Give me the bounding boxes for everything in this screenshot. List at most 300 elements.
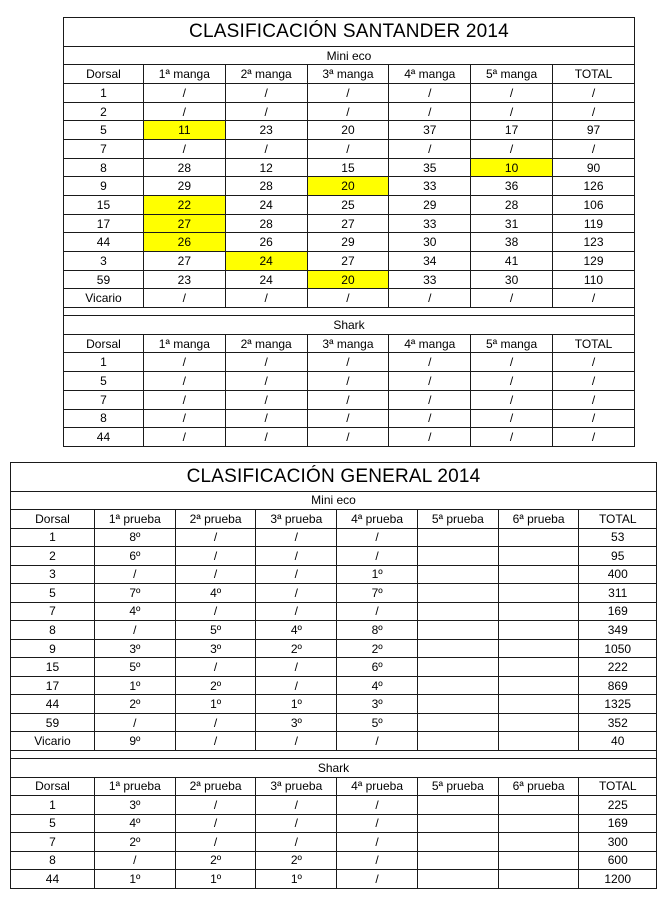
- score-cell: 29: [307, 233, 389, 252]
- general-table: [10, 462, 657, 889]
- score-cell: /: [175, 602, 256, 621]
- score-cell: /: [389, 372, 471, 391]
- general-mini-eco-header: 4ª prueba: [337, 510, 418, 529]
- total-cell: 129: [553, 252, 635, 271]
- score-cell: [417, 851, 498, 870]
- santander-mini-eco-header: Dorsal: [64, 65, 144, 84]
- score-cell: /: [256, 565, 337, 584]
- santander-shark-header: Dorsal: [64, 334, 144, 353]
- total-cell: 869: [579, 676, 657, 695]
- dorsal-cell: 59: [64, 270, 144, 289]
- score-cell: [498, 565, 579, 584]
- table-row: [64, 84, 635, 103]
- score-cell: [417, 639, 498, 658]
- table-row: [64, 102, 635, 121]
- score-cell: 28: [143, 158, 225, 177]
- score-cell: 27: [143, 214, 225, 233]
- score-cell: 28: [225, 214, 307, 233]
- total-cell: 352: [579, 713, 657, 732]
- total-cell: 110: [553, 270, 635, 289]
- dorsal-cell: 5: [11, 814, 95, 833]
- score-cell: /: [307, 372, 389, 391]
- table-row: [64, 270, 635, 289]
- table-row: [11, 621, 657, 640]
- santander-mini-eco-header: 4ª manga: [389, 65, 471, 84]
- total-cell: /: [553, 102, 635, 121]
- dorsal-cell: 8: [11, 621, 95, 640]
- table-row: [11, 695, 657, 714]
- table-row: [64, 158, 635, 177]
- score-cell: [417, 528, 498, 547]
- score-cell: 4º: [337, 676, 418, 695]
- table-row: [64, 214, 635, 233]
- score-cell: 26: [225, 233, 307, 252]
- score-cell: /: [256, 584, 337, 603]
- dorsal-cell: Vicario: [11, 732, 95, 751]
- dorsal-cell: 7: [11, 833, 95, 852]
- score-cell: 1º: [337, 565, 418, 584]
- dorsal-cell: 8: [11, 851, 95, 870]
- score-cell: /: [225, 140, 307, 159]
- score-cell: /: [225, 428, 307, 447]
- score-cell: 33: [389, 214, 471, 233]
- santander-mini-eco-header: 1ª manga: [143, 65, 225, 84]
- score-cell: /: [143, 140, 225, 159]
- score-cell: /: [389, 390, 471, 409]
- santander-shark-header: 1ª manga: [143, 334, 225, 353]
- table-row: [64, 409, 635, 428]
- score-cell: /: [94, 713, 175, 732]
- score-cell: 38: [471, 233, 553, 252]
- score-cell: /: [256, 796, 337, 815]
- score-cell: /: [225, 353, 307, 372]
- total-cell: /: [553, 140, 635, 159]
- dorsal-cell: 5: [64, 121, 144, 140]
- score-cell: [498, 639, 579, 658]
- score-cell: /: [337, 732, 418, 751]
- score-cell: /: [307, 140, 389, 159]
- score-cell: /: [337, 814, 418, 833]
- score-cell: 10: [471, 158, 553, 177]
- score-cell: /: [175, 833, 256, 852]
- score-cell: /: [256, 676, 337, 695]
- dorsal-cell: 59: [11, 713, 95, 732]
- score-cell: [417, 584, 498, 603]
- general-shark-header: 1ª prueba: [94, 777, 175, 796]
- total-cell: /: [553, 289, 635, 308]
- total-cell: 90: [553, 158, 635, 177]
- score-cell: 22: [143, 196, 225, 215]
- score-cell: 6º: [94, 547, 175, 566]
- dorsal-cell: 17: [11, 676, 95, 695]
- score-cell: [498, 602, 579, 621]
- score-cell: 15: [307, 158, 389, 177]
- score-cell: 1º: [175, 695, 256, 714]
- score-cell: [498, 833, 579, 852]
- table-row: [11, 639, 657, 658]
- score-cell: /: [307, 102, 389, 121]
- dorsal-cell: 44: [64, 233, 144, 252]
- score-cell: 1º: [175, 870, 256, 889]
- score-cell: /: [225, 102, 307, 121]
- table-row: [11, 851, 657, 870]
- santander-mini-eco-header: 2ª manga: [225, 65, 307, 84]
- score-cell: [498, 547, 579, 566]
- score-cell: /: [307, 289, 389, 308]
- score-cell: 8º: [337, 621, 418, 640]
- score-cell: 17: [471, 121, 553, 140]
- table-row: [11, 602, 657, 621]
- score-cell: /: [389, 409, 471, 428]
- score-cell: [417, 796, 498, 815]
- score-cell: /: [471, 428, 553, 447]
- score-cell: /: [337, 796, 418, 815]
- table-row: [11, 796, 657, 815]
- total-cell: 40: [579, 732, 657, 751]
- score-cell: [417, 658, 498, 677]
- score-cell: 4º: [175, 584, 256, 603]
- score-cell: 20: [307, 121, 389, 140]
- score-cell: 2º: [337, 639, 418, 658]
- score-cell: 4º: [94, 814, 175, 833]
- total-cell: /: [553, 372, 635, 391]
- score-cell: /: [143, 428, 225, 447]
- total-cell: 349: [579, 621, 657, 640]
- score-cell: /: [337, 870, 418, 889]
- score-cell: 34: [389, 252, 471, 271]
- total-cell: /: [553, 390, 635, 409]
- score-cell: [498, 676, 579, 695]
- score-cell: /: [389, 84, 471, 103]
- score-cell: /: [471, 140, 553, 159]
- score-cell: 5º: [175, 621, 256, 640]
- dorsal-cell: 9: [11, 639, 95, 658]
- santander-mini-eco-header: 3ª manga: [307, 65, 389, 84]
- score-cell: 37: [389, 121, 471, 140]
- general-shark-header: 5ª prueba: [417, 777, 498, 796]
- table-row: [64, 372, 635, 391]
- score-cell: /: [256, 732, 337, 751]
- score-cell: 2º: [94, 833, 175, 852]
- score-cell: 2º: [94, 695, 175, 714]
- score-cell: 3º: [256, 713, 337, 732]
- dorsal-cell: 8: [64, 409, 144, 428]
- score-cell: [498, 695, 579, 714]
- general-mini-eco-header: Dorsal: [11, 510, 95, 529]
- general-shark-section-label: Shark: [11, 758, 657, 777]
- score-cell: 20: [307, 270, 389, 289]
- score-cell: 29: [143, 177, 225, 196]
- score-cell: /: [389, 353, 471, 372]
- score-cell: /: [307, 428, 389, 447]
- total-cell: /: [553, 84, 635, 103]
- score-cell: /: [94, 621, 175, 640]
- table-row: [11, 713, 657, 732]
- total-cell: 1050: [579, 639, 657, 658]
- score-cell: [498, 732, 579, 751]
- score-cell: /: [256, 833, 337, 852]
- score-cell: /: [256, 547, 337, 566]
- total-cell: 97: [553, 121, 635, 140]
- score-cell: /: [471, 372, 553, 391]
- dorsal-cell: 7: [11, 602, 95, 621]
- score-cell: /: [256, 814, 337, 833]
- table-row: [11, 565, 657, 584]
- score-cell: /: [143, 289, 225, 308]
- score-cell: 4º: [94, 602, 175, 621]
- score-cell: 41: [471, 252, 553, 271]
- score-cell: [417, 833, 498, 852]
- table-row: [11, 547, 657, 566]
- santander-mini-eco-section-label: Mini eco: [64, 46, 635, 65]
- score-cell: /: [337, 547, 418, 566]
- score-cell: /: [307, 390, 389, 409]
- score-cell: 7º: [94, 584, 175, 603]
- dorsal-cell: 1: [64, 353, 144, 372]
- score-cell: 2º: [256, 851, 337, 870]
- dorsal-cell: 44: [11, 870, 95, 889]
- total-cell: 1200: [579, 870, 657, 889]
- score-cell: /: [94, 565, 175, 584]
- score-cell: [498, 713, 579, 732]
- dorsal-cell: 2: [64, 102, 144, 121]
- score-cell: 2º: [256, 639, 337, 658]
- score-cell: 7º: [337, 584, 418, 603]
- score-cell: 6º: [337, 658, 418, 677]
- score-cell: [417, 547, 498, 566]
- table-row: [64, 390, 635, 409]
- score-cell: /: [389, 102, 471, 121]
- score-cell: /: [337, 851, 418, 870]
- general-section-gap: [11, 750, 657, 758]
- score-cell: 3º: [337, 695, 418, 714]
- score-cell: /: [471, 84, 553, 103]
- general-classification-sheet: [10, 462, 657, 889]
- score-cell: /: [143, 102, 225, 121]
- score-cell: [498, 814, 579, 833]
- score-cell: [498, 658, 579, 677]
- score-cell: [417, 676, 498, 695]
- total-cell: /: [553, 353, 635, 372]
- table-row: [11, 732, 657, 751]
- dorsal-cell: 1: [11, 528, 95, 547]
- score-cell: /: [389, 140, 471, 159]
- general-mini-eco-header: 6ª prueba: [498, 510, 579, 529]
- score-cell: 2º: [175, 676, 256, 695]
- table-row: [64, 196, 635, 215]
- santander-section-gap: [64, 308, 635, 316]
- total-cell: 126: [553, 177, 635, 196]
- general-shark-header: 4ª prueba: [337, 777, 418, 796]
- score-cell: 23: [225, 121, 307, 140]
- table-row: [64, 140, 635, 159]
- score-cell: /: [471, 390, 553, 409]
- score-cell: [417, 695, 498, 714]
- score-cell: 28: [471, 196, 553, 215]
- score-cell: /: [307, 84, 389, 103]
- score-cell: /: [225, 84, 307, 103]
- table-row: [64, 428, 635, 447]
- score-cell: 5º: [94, 658, 175, 677]
- score-cell: /: [175, 732, 256, 751]
- santander-shark-header: TOTAL: [553, 334, 635, 353]
- general-shark-header: 2ª prueba: [175, 777, 256, 796]
- score-cell: 33: [389, 270, 471, 289]
- score-cell: /: [225, 372, 307, 391]
- score-cell: 12: [225, 158, 307, 177]
- santander-table: [63, 17, 635, 447]
- score-cell: 1º: [94, 676, 175, 695]
- score-cell: [498, 796, 579, 815]
- score-cell: /: [94, 851, 175, 870]
- score-cell: /: [175, 528, 256, 547]
- score-cell: 36: [471, 177, 553, 196]
- score-cell: [498, 621, 579, 640]
- score-cell: /: [143, 409, 225, 428]
- score-cell: /: [143, 84, 225, 103]
- score-cell: [417, 565, 498, 584]
- santander-mini-eco-header: 5ª manga: [471, 65, 553, 84]
- score-cell: /: [225, 409, 307, 428]
- score-cell: /: [175, 814, 256, 833]
- total-cell: 123: [553, 233, 635, 252]
- score-cell: /: [337, 602, 418, 621]
- score-cell: /: [175, 713, 256, 732]
- score-cell: 5º: [337, 713, 418, 732]
- dorsal-cell: 7: [64, 140, 144, 159]
- score-cell: 20: [307, 177, 389, 196]
- score-cell: 1º: [94, 870, 175, 889]
- table-row: [11, 528, 657, 547]
- score-cell: /: [337, 833, 418, 852]
- score-cell: 30: [389, 233, 471, 252]
- score-cell: /: [175, 565, 256, 584]
- score-cell: /: [337, 528, 418, 547]
- santander-shark-header: 5ª manga: [471, 334, 553, 353]
- score-cell: 28: [225, 177, 307, 196]
- total-cell: 400: [579, 565, 657, 584]
- score-cell: /: [256, 602, 337, 621]
- score-cell: 24: [225, 252, 307, 271]
- score-cell: 27: [143, 252, 225, 271]
- total-cell: 311: [579, 584, 657, 603]
- table-row: [64, 353, 635, 372]
- dorsal-cell: 2: [11, 547, 95, 566]
- general-shark-header: 3ª prueba: [256, 777, 337, 796]
- score-cell: /: [175, 658, 256, 677]
- score-cell: 2º: [175, 851, 256, 870]
- total-cell: 300: [579, 833, 657, 852]
- score-cell: [498, 584, 579, 603]
- score-cell: /: [225, 390, 307, 409]
- score-cell: [417, 870, 498, 889]
- score-cell: 3º: [175, 639, 256, 658]
- score-cell: /: [225, 289, 307, 308]
- table-row: [11, 676, 657, 695]
- total-cell: 119: [553, 214, 635, 233]
- score-cell: 24: [225, 270, 307, 289]
- score-cell: 23: [143, 270, 225, 289]
- table-row: [11, 658, 657, 677]
- table-row: [11, 814, 657, 833]
- total-cell: 95: [579, 547, 657, 566]
- santander-shark-section-label: Shark: [64, 316, 635, 335]
- total-cell: 53: [579, 528, 657, 547]
- score-cell: [498, 851, 579, 870]
- score-cell: 24: [225, 196, 307, 215]
- score-cell: [417, 814, 498, 833]
- dorsal-cell: 5: [64, 372, 144, 391]
- score-cell: /: [471, 102, 553, 121]
- total-cell: 1325: [579, 695, 657, 714]
- table-row: [64, 233, 635, 252]
- score-cell: /: [471, 409, 553, 428]
- score-cell: 26: [143, 233, 225, 252]
- santander-classification-sheet: [63, 17, 635, 447]
- score-cell: 29: [389, 196, 471, 215]
- score-cell: [417, 602, 498, 621]
- score-cell: /: [389, 428, 471, 447]
- dorsal-cell: 1: [64, 84, 144, 103]
- score-cell: /: [471, 289, 553, 308]
- total-cell: /: [553, 409, 635, 428]
- score-cell: /: [256, 658, 337, 677]
- score-cell: /: [307, 353, 389, 372]
- santander-mini-eco-header: TOTAL: [553, 65, 635, 84]
- dorsal-cell: Vicario: [64, 289, 144, 308]
- score-cell: 25: [307, 196, 389, 215]
- score-cell: [498, 528, 579, 547]
- score-cell: 33: [389, 177, 471, 196]
- total-cell: 222: [579, 658, 657, 677]
- score-cell: 1º: [256, 695, 337, 714]
- general-shark-header: 6ª prueba: [498, 777, 579, 796]
- score-cell: [417, 732, 498, 751]
- dorsal-cell: 15: [11, 658, 95, 677]
- score-cell: 8º: [94, 528, 175, 547]
- table-row: [64, 121, 635, 140]
- score-cell: /: [471, 353, 553, 372]
- score-cell: 9º: [94, 732, 175, 751]
- score-cell: /: [256, 528, 337, 547]
- general-mini-eco-header: 3ª prueba: [256, 510, 337, 529]
- table-row: [64, 252, 635, 271]
- score-cell: 4º: [256, 621, 337, 640]
- score-cell: 11: [143, 121, 225, 140]
- general-shark-header: TOTAL: [579, 777, 657, 796]
- general-mini-eco-header: 5ª prueba: [417, 510, 498, 529]
- dorsal-cell: 5: [11, 584, 95, 603]
- total-cell: 106: [553, 196, 635, 215]
- general-mini-eco-header: 1ª prueba: [94, 510, 175, 529]
- table-row: [11, 870, 657, 889]
- general-mini-eco-section-label: Mini eco: [11, 491, 657, 510]
- total-cell: 600: [579, 851, 657, 870]
- score-cell: 1º: [256, 870, 337, 889]
- general-mini-eco-header: 2ª prueba: [175, 510, 256, 529]
- general-title: CLASIFICACIÓN GENERAL 2014: [11, 463, 657, 492]
- score-cell: [417, 621, 498, 640]
- dorsal-cell: 15: [64, 196, 144, 215]
- score-cell: 3º: [94, 796, 175, 815]
- dorsal-cell: 1: [11, 796, 95, 815]
- dorsal-cell: 44: [64, 428, 144, 447]
- dorsal-cell: 3: [11, 565, 95, 584]
- total-cell: 225: [579, 796, 657, 815]
- santander-shark-header: 3ª manga: [307, 334, 389, 353]
- general-shark-header: Dorsal: [11, 777, 95, 796]
- score-cell: /: [175, 547, 256, 566]
